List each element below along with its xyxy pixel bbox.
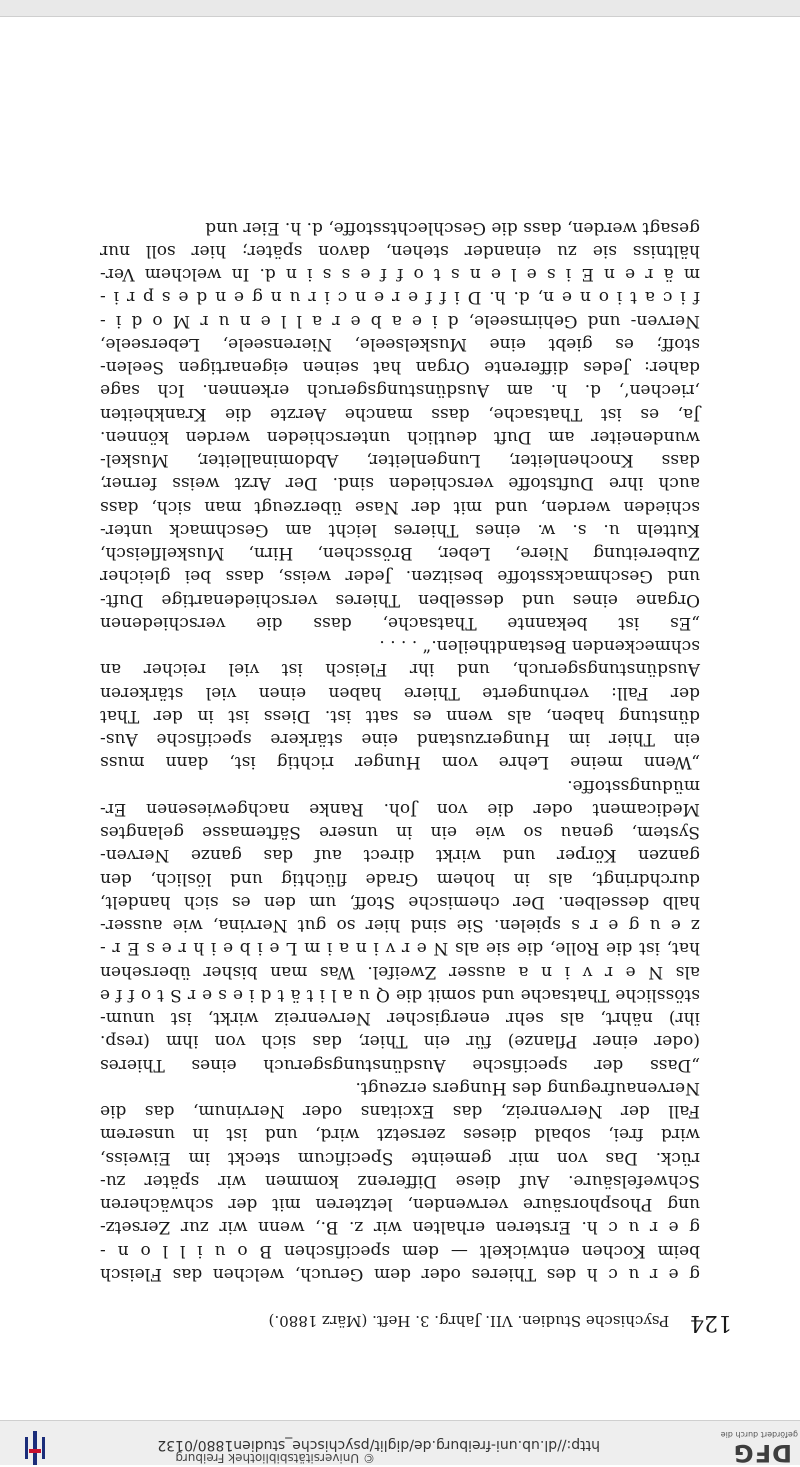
text-line: als N e r v i n a ausser Zweifel. Was man bisher übersehen [100,961,700,982]
text-line: f i c a t i o n e n, d. h. D i f f e r e n c i r u n g e n d e s p r i - [100,287,700,308]
viewer-footer-bar [0,1420,800,1465]
text-line: z e u g e r s spielen. Sie sind hier so gut Nervina, wie ausser- [100,915,700,936]
text-line: schieden werden, und mit der Nase überzeugt man sich, dass [100,496,700,517]
text-line: gesagt werden, dass die Geschlechtsstoffe, d. h. Eier und [205,217,700,238]
dfg-logo [720,1425,800,1467]
page-number: 124 [690,1310,732,1335]
text-line: ein Thier im Hungerzustand eine stärkere specifische Aus- [100,729,700,750]
text-line: ihr) nährt, als sehr energischer Nervenreiz wirkt, ist unum- [100,1008,700,1029]
text-line: hältniss sie zu einander stehen, davon später; hier soll nur [100,241,700,261]
text-line: auch ihre Duftstoffe verschieden sind. Der Arzt weiss ferner, [100,473,700,494]
text-line: „Wenn meine Lehre vom Hunger richtig ist, dann muss [100,752,700,773]
text-line: Nerven- und Gehirnseele, d i e a b e r a l l e n u r M o d i - [100,310,700,331]
text-line: durchdringt, als in hohem Grade flüchtig und löslich, den [100,868,700,889]
journal-header: Psychische Studien. VII. Jahrg. 3. Heft. (März 1880.) [268,1312,670,1330]
text-line: Nervenaufregung des Hungers erzeugt. [355,1078,700,1098]
text-line: dünstung haben, als wenn es satt ist. Diess ist in der That [100,706,700,726]
text-line: Organe eines und desselben Thieres verschiedenartige Duft- [100,589,700,610]
text-line: schmeckenden Bestandtheilen.“ . . . . [379,636,700,657]
text-line: beim Kochen entwickelt — dem specifischen B o u i l l o n - [100,1240,700,1261]
text-line: ganzen Körper und wirkt direct auf das ganze Nerven- [100,845,700,866]
body-text [100,216,700,1286]
text-line: m ä r e n E i s e l e n s t o f f e s s i n d. In welchem Ver- [100,264,700,285]
text-line: daher: Jedes differente Organ hat seinen eigenartigen Seelen- [100,357,700,378]
dfg-logo-note: gefördert durch die [720,1430,798,1439]
text-line: wird frei, sobald dieses zersetzt wird, und ist in unserem [100,1124,700,1145]
copyright-notice: © Universitätsbibliothek Freiburg [175,1451,375,1465]
text-line: der Fall: verhungerte Thiere haben einen viel stärkeren [100,682,700,703]
text-line: Kutteln u. s. w. eines Thieres leicht am Geschmack unter- [100,520,700,540]
text-line: „Dass der specifische Ausdünstungsgeruch eines Thieres [100,1054,700,1075]
text-line: ‚riechen‘, d. h. am Ausdünstungsgeruch erkennen. Ich sage [100,380,700,401]
scan-bottom-edge [0,0,800,17]
text-line: rück. Das von mir gemeinte Specificum steckt im Eiweiss, [100,1147,700,1168]
text-line: (oder einer Pflanze) für ein Thier, das sich von ihm (resp. [100,1031,700,1052]
text-line: System, genau so wie ein in unsere Säftemasse gelangtes [100,822,700,843]
university-logo-icon [15,1423,55,1465]
text-line: Schwefelsäure. Auf diese Differenz kommen wir später zu- [100,1171,700,1191]
text-line: hat, ist die Rolle, die sie als N e r v i n a i m L e i b e i h r e s E r - [100,938,700,959]
text-line: dass Knochenleiter, Lungenleiter, Abdominalleiter, Muskel- [100,450,700,471]
text-line: müdungsstoffe. [567,775,700,796]
text-line: stössliche Thatsache und somit die Q u a l i t ä t d i e s e r S t o f f e [100,985,700,1005]
running-head [112,1310,732,1335]
text-line: „Es ist bekannte Thatsache, dass die verschiedenen [100,613,700,633]
text-line: halb desselben. Der chemische Stoff, um den es sich handelt, [100,892,700,912]
dfg-logo-text: DFG [732,1439,792,1467]
text-line: ung Phosphorsäure verwenden, letzteren mit der schwächeren [100,1194,700,1215]
text-line: Ja, es ist Thatsache, dass manche Aerzte die Krankheiten [100,403,700,424]
text-line: Fall der Nervenreiz, das Excitans oder Nervinum, das die [100,1101,700,1122]
text-line: g e r u c h. Ersteren erhalten wir z. B., wenn wir zur Zersetz- [100,1217,700,1238]
text-line: und Geschmacksstoffe besitzen. Jeder weiss, dass bei gleicher [100,566,700,587]
source-url[interactable]: http://dl.ub.uni-freiburg.de/diglit/psychische_studien1880/0132 [157,1437,600,1453]
text-line: Medicament oder die von Joh. Ranke nachgewiesenen Er- [100,799,700,819]
text-line: Ausdünstungsgeruch, und ihr Fleisch ist viel reicher an [100,659,700,680]
text-line: Zubereitung Niere, Leber, Brösschen, Hirn, Muskelfleisch, [100,543,700,564]
text-line: g e r u c h des Thieres oder dem Geruch, welchen das Fleisch [100,1264,700,1284]
text-line: stoff; es giebt eine Muskelseele, Nierenseele, Leberseele, [100,334,700,354]
text-line: wundeneiter am Duft deutlich unterschieden werden können. [100,427,700,447]
